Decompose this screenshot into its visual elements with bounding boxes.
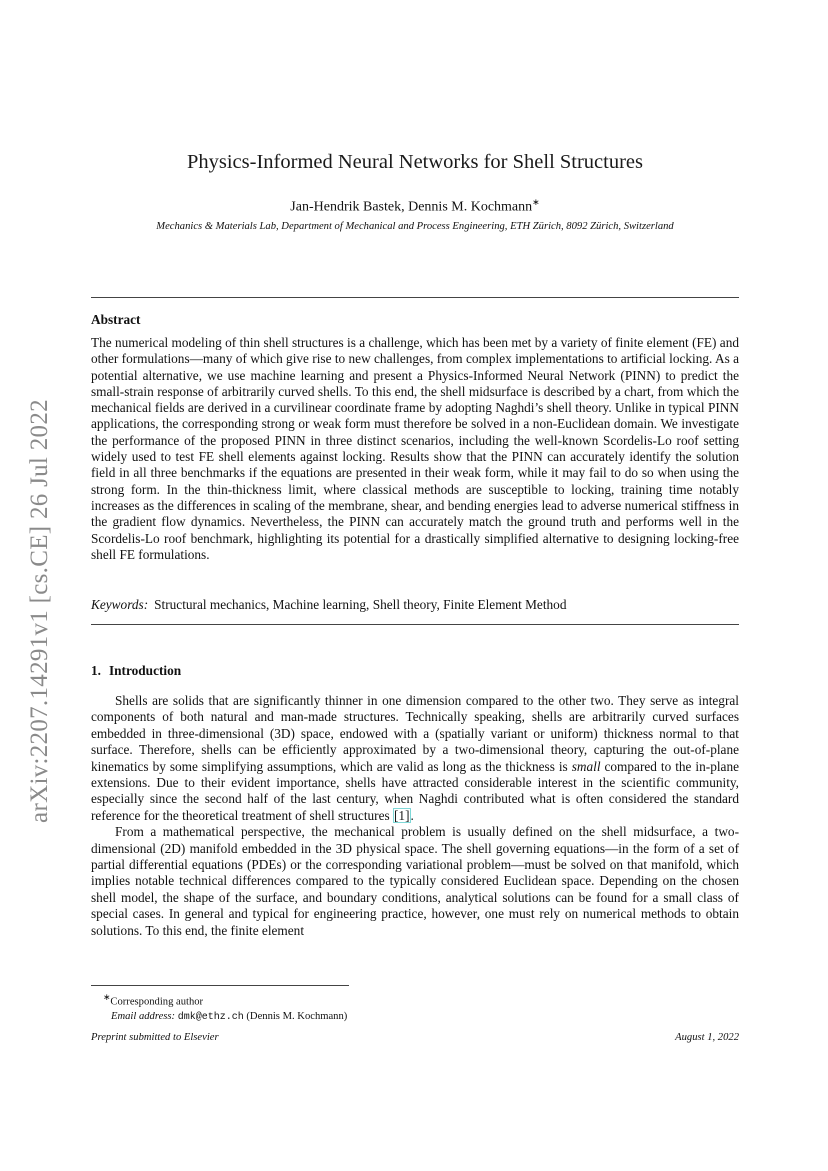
footnote-label: Corresponding author	[110, 996, 204, 1008]
section-number: 1.	[91, 663, 101, 678]
email-link[interactable]: dmk@ethz.ch	[177, 1011, 244, 1023]
abstract-heading: Abstract	[91, 312, 141, 327]
body-text	[91, 693, 739, 939]
footnote-line-author	[91, 990, 739, 1010]
email-note: (Dennis M. Kochmann)	[246, 1010, 348, 1022]
emphasis-text: small	[571, 758, 601, 774]
email-label: Email address:	[111, 1010, 176, 1022]
footnote-mark: ∗	[103, 992, 111, 1002]
arxiv-identifier-stamp	[22, 376, 58, 846]
keywords-label: Keywords:	[91, 597, 149, 612]
corresponding-author-mark[interactable]: ∗	[532, 197, 540, 207]
paragraph	[91, 693, 739, 824]
abstract-top-rule	[91, 297, 739, 298]
author-line	[91, 197, 739, 216]
footer-date: August 1, 2022	[675, 1032, 739, 1043]
paragraph-text: compared to the in-plane extensions. Due to their evident importance, shells have attracted considerable interest in the scientific community, especially since the second half of the last century, when Naghdi contributed what is often considered the standard reference for the theoretical treatment of shell structures	[91, 758, 739, 823]
section-title: Introduction	[108, 663, 182, 678]
arxiv-identifier[interactable]: arXiv:2207.14291v1 [cs.CE] 26 Jul 2022	[26, 399, 53, 823]
affiliation: Mechanics & Materials Lab, Department of Mechanical and Process Engineering, ETH Zürich, 8092 Zürich, Switzerland	[156, 221, 674, 232]
abstract-bottom-rule	[91, 624, 739, 625]
footnote-rule	[91, 985, 349, 986]
section-heading	[91, 663, 181, 679]
footnote-line-email	[91, 1010, 739, 1025]
paragraph-text: .	[410, 807, 414, 823]
paragraph: From a mathematical perspective, the mechanical problem is usually defined on the shell midsurface, a two-dimensional (2D) manifold embedded in the 3D physical space. The shell governing equations—in the form of a set of partial differential equations (PDEs) or the corresponding variational problem—must be solved on that manifold, which implies notable technical differences compared to the typically considered Euclidean space. Depending on the chosen shell model, the shape of the surface, and boundary conditions, analytical solutions can be found for a small class of special cases. In general and typical for engineering practice, however, one must rely on numerical methods to obtain solutions. To this end, the finite element	[91, 824, 739, 938]
preprint-note: Preprint submitted to Elsevier	[91, 1032, 219, 1043]
paper-title: Physics-Informed Neural Networks for Shell Structures	[186, 151, 644, 173]
citation-link[interactable]: [1]	[394, 807, 410, 823]
paragraph-text: Shells are solids that are significantly thinner in one dimension compared to the other two. They serve as integral components of both natural and man-made structures. Technically speaking, shells are arbitrarily curved surfaces embedded in three-dimensional (3D) space, endowed with a (spatially variant or uniform) thickness normal to that surface. Therefore, shells can be efficiently approximated by a two-dimensional theory, capturing the out-of-plane kinematics by some simplifying assumptions, which are valid as long as the thickness is	[91, 693, 739, 774]
keywords	[91, 597, 739, 613]
keywords-list: Structural mechanics, Machine learning, Shell theory, Finite Element Method	[154, 597, 567, 612]
abstract-text: The numerical modeling of thin shell structures is a challenge, which has been met by a variety of finite element (FE) and other formulations—many of which give rise to new challenges, from complex implementations to artificial locking. As a potential alternative, we use machine learning and present a Physics-Informed Neural Network (PINN) to predict the small-strain response of arbitrarily curved shells. To this end, the shell midsurface is described by a chart, from which the mechanical fields are derived in a curvilinear coordinate frame by adopting Naghdi’s shell theory. Unlike in typical PINN applications, the corresponding strong or weak form must therefore be solved in a non-Euclidean domain. We investigate the performance of the proposed PINN in three distinct scenarios, including the well-known Scordelis-Lo roof setting widely used to test FE shell elements against locking. Results show that the PINN can accurately identify the solution field in all three benchmarks if the equations are presented in their weak form, while it may fail to do so when using the strong form. In the thin-thickness limit, where classical methods are susceptible to locking, training time notably increases as the differences in scaling of the membrane, shear, and bending energies lead to adverse numerical stiffness in the gradient flow dynamics. Nevertheless, the PINN can accurately match the ground truth and performs well in the Scordelis-Lo roof benchmark, highlighting its potential for a drastically simplified alternative to designing locking-free shell FE formulations.	[91, 335, 739, 562]
footnote	[91, 990, 739, 1025]
author-names: Jan-Hendrik Bastek, Dennis M. Kochmann	[290, 199, 533, 215]
